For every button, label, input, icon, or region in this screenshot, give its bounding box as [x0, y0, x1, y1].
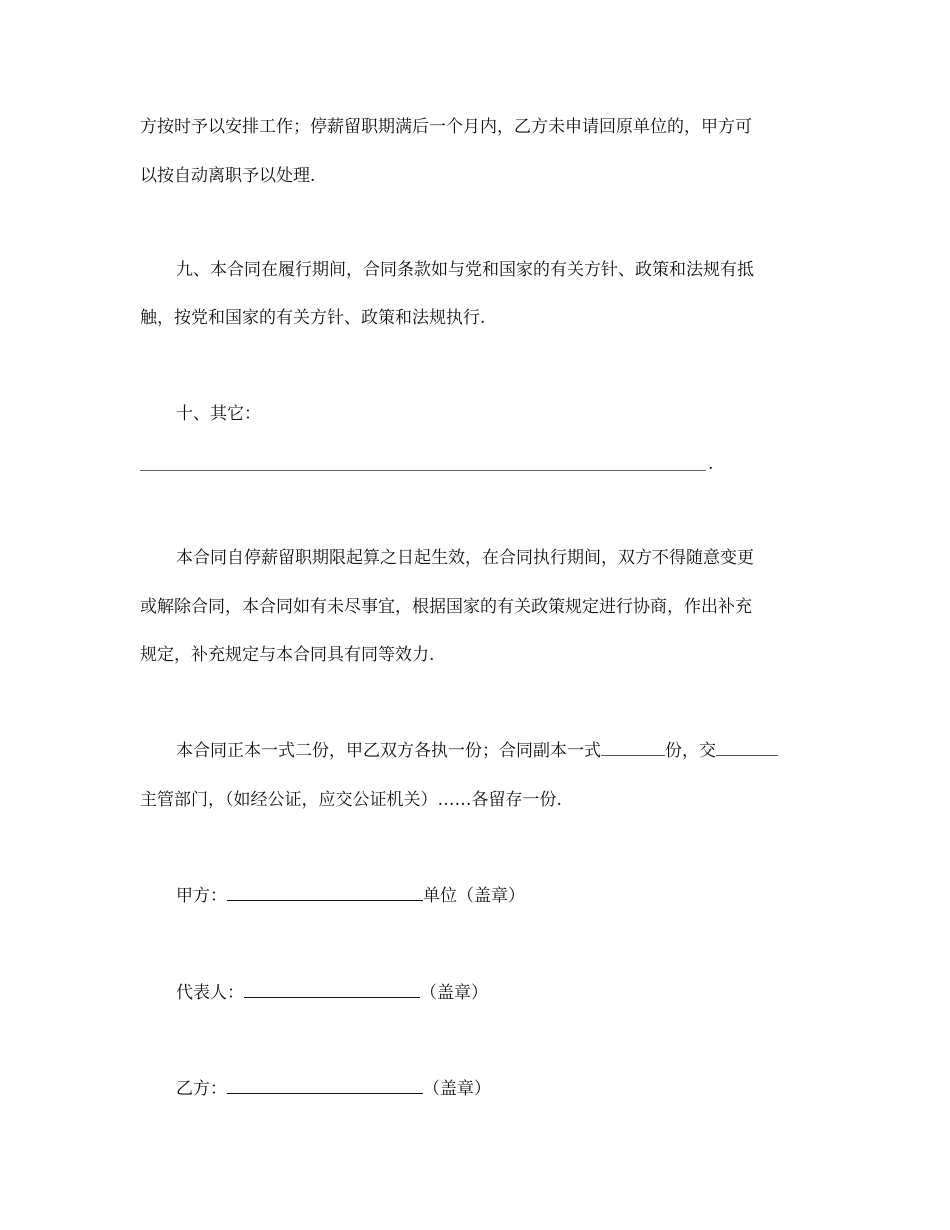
effect-paragraph-line-1: 本合同自停薪留职期限起算之日起生效，在合同执行期间，双方不得随意变更: [176, 548, 754, 568]
paragraph-9-line-1: 九、本合同在履行期间，合同条款如与党和国家的有关方针、政策和法规有抵: [176, 260, 754, 280]
copies-paragraph-line-1: [176, 739, 816, 763]
party-b-seal-text: （盖章）: [423, 1079, 491, 1099]
paragraph-9-line-2: 触，按党和国家的有关方针、政策和法规执行.: [140, 308, 486, 328]
party-b-label: 乙方：: [176, 1079, 227, 1099]
effect-paragraph-line-3: 规定，补充规定与本合同具有同等效力.: [140, 645, 435, 665]
party-b-signature-blank: [227, 1077, 423, 1094]
copies-paragraph-line-2: 主管部门，（如经公证，应交公证机关）……各留存一份.: [140, 790, 562, 810]
copies-count-blank: [601, 740, 665, 756]
paragraph-10-heading: 十、其它：: [176, 404, 261, 424]
party-a-seal-text: 单位（盖章）: [423, 886, 525, 906]
other-terms-end-period: .: [708, 454, 714, 474]
representative-signature-blank: [244, 981, 420, 998]
representative-seal-text: （盖章）: [420, 983, 488, 1003]
representative-label: 代表人：: [176, 983, 244, 1003]
effect-paragraph-line-2: 或解除合同，本合同如有未尽事宜，根据国家的有关政策规定进行协商，作出补充: [140, 597, 752, 617]
party-b-signature-row: [176, 1077, 816, 1101]
party-a-signature-blank: [227, 884, 423, 901]
department-blank: [716, 740, 778, 756]
party-a-label: 甲方：: [176, 886, 227, 906]
copies-text-b: 份，交: [665, 741, 716, 761]
paragraph-8-line-2: 以按自动离职予以处理.: [140, 166, 316, 186]
paragraph-8-line-1: 方按时予以安排工作；停薪留职期满后一个月内，乙方未申请回原单位的，甲方可: [140, 117, 752, 137]
other-terms-blank-line: [140, 470, 706, 471]
representative-signature-row: [176, 981, 816, 1005]
party-a-signature-row: [176, 884, 816, 908]
copies-text-a: 本合同正本一式二份，甲乙双方各执一份；合同副本一式: [176, 741, 601, 761]
